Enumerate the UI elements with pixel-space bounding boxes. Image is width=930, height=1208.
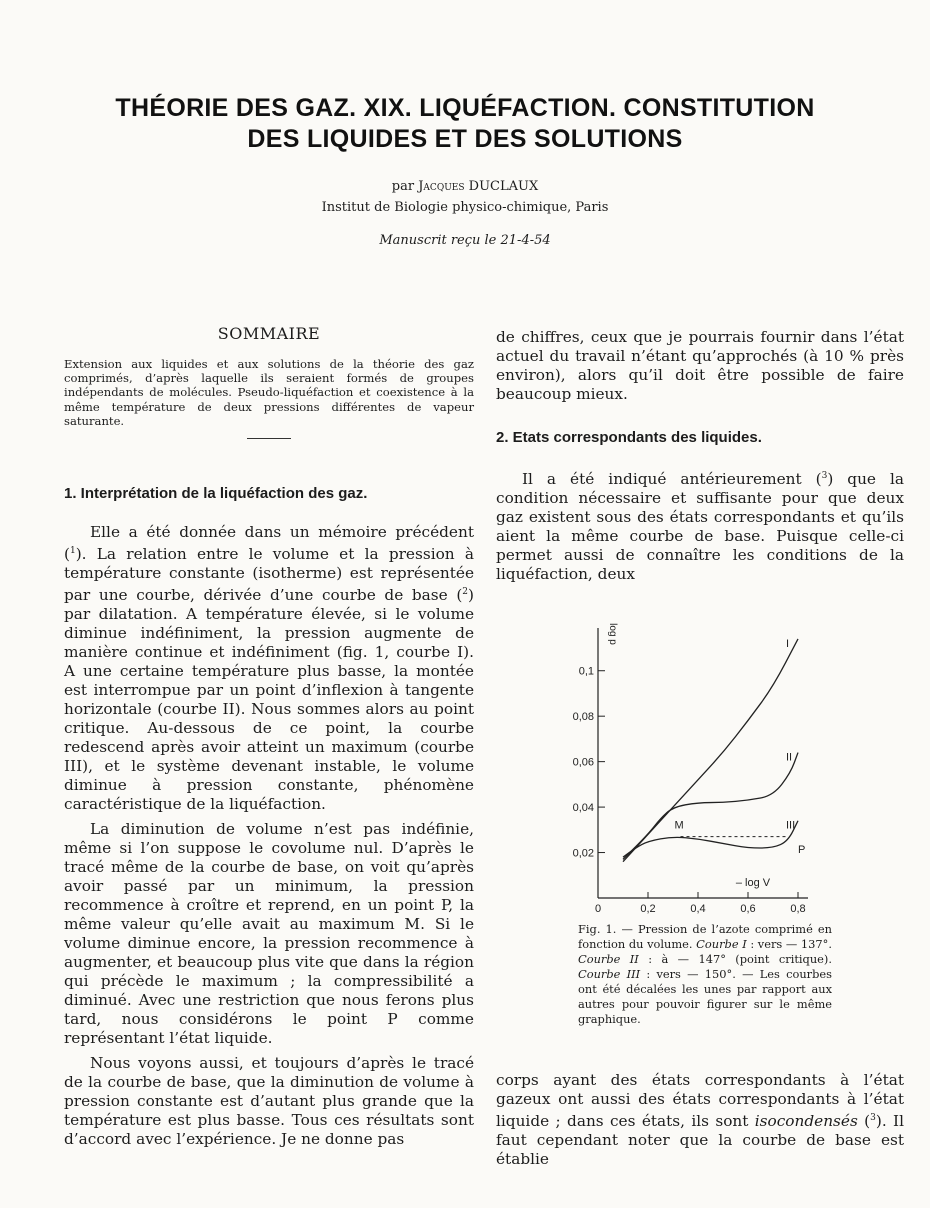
right-column-top bbox=[496, 328, 904, 584]
author-first-name: Jacques bbox=[418, 179, 465, 194]
y-tick-label: 0,02 bbox=[572, 847, 594, 860]
series-line-II bbox=[623, 753, 798, 860]
series-line-III bbox=[623, 821, 798, 857]
y-tick-label: 0,04 bbox=[572, 802, 594, 815]
author-prefix: par bbox=[391, 179, 415, 194]
annotation-P: P bbox=[798, 844, 806, 857]
sommaire-divider bbox=[247, 438, 291, 439]
chart-axes bbox=[598, 628, 808, 898]
author-last-name: DUCLAUX bbox=[468, 179, 539, 194]
chart-series bbox=[623, 639, 798, 862]
paragraph: La diminution de volume n’est pas indéfinie, même si l’on suppose le covolume nul. D’après le tracé même de la courbe de base, on voit qu’après avoir passé par un minimum, la pression recommence à croître et reprend, en un point P, la même valeur qu’elle avait au maximum M. Si le volume diminue encore, la pression recommence à augmenter, et beaucoup plus vite que dans la région qui précède le maximum ; la compressibilité a diminué. Avec une restriction que nous ferons plus tard, nous considérons le point P comme représentant l’état liquide. bbox=[64, 820, 474, 1048]
series-label-III: III bbox=[786, 819, 796, 832]
section1-heading: 1. Interprétation de la liquéfaction des gaz. bbox=[64, 485, 368, 503]
x-tick-label: 0,6 bbox=[740, 903, 756, 915]
x-tick-label: 0 bbox=[594, 903, 602, 915]
institute: Institut de Biologie physico-chimique, Paris bbox=[321, 200, 609, 215]
x-axis-label: – log V bbox=[735, 877, 771, 889]
title-line-2: DES LIQUIDES ET DES SOLUTIONS bbox=[247, 125, 683, 153]
series-line-I bbox=[623, 639, 798, 862]
paragraph: Il a été indiqué antérieurement ($^3$) que la condition nécessaire et suffisante pour que deux gaz existent sous des états correspondants et qu’ils aient la même courbe de base. Puisque celle-ci permet aussi de connaître les conditions de la liquéfaction, deux bbox=[496, 470, 904, 584]
paragraph: corps ayant des états correspondants à l’état gazeux ont aussi des états correspondants à l’état liquide ; dans ces états, ils sont isocondensés ($^3$). Il faut cependant noter que la courbe de base est établie bbox=[496, 1071, 904, 1169]
received-date: Manuscrit reçu le 21-4-54 bbox=[379, 233, 551, 248]
figure-1-chart bbox=[560, 600, 830, 920]
annotation-M: M bbox=[674, 819, 684, 832]
sommaire-heading: SOMMAIRE bbox=[217, 324, 321, 343]
chart-labels bbox=[573, 623, 806, 915]
y-tick-label: 0,1 bbox=[578, 665, 594, 678]
paragraph: Elle a été donnée dans un mémoire précédent ($^1$). La relation entre le volume et la pression à température constante (isotherme) est représentée par une courbe, dérivée d’une courbe de base ($^2$) par dilatation. A température élevée, si le volume diminue indéfiniment, la pression augmente de manière continue et indéfiniment (fig. 1, courbe I). A une certaine température plus basse, la montée est interrompue par un point d’inflexion à tangente horizontale (courbe II). Nous sommes alors au point critique. Au-dessous de ce point, la courbe redescend après avoir atteint un maximum (courbe III), et le système devenant instable, le volume diminue à pression constante, phénomène caractéristique de la liquéfaction. bbox=[64, 523, 474, 814]
sommaire-text: Extension aux liquides et aux solutions de la théorie des gaz comprimés, d’après laquelle ils seraient formés de groupes indépendants de molécules. Pseudo-liquéfaction et coexistence à la même température de deux pressions différentes de vapeur saturante. bbox=[64, 357, 474, 428]
x-tick-label: 0,8 bbox=[790, 903, 806, 915]
x-tick-label: 0,4 bbox=[690, 903, 706, 915]
right-column-bottom bbox=[496, 1071, 904, 1169]
x-tick-label: 0,2 bbox=[640, 903, 656, 915]
series-label-II: II bbox=[786, 751, 793, 764]
paragraph: Nous voyons aussi, et toujours d’après le tracé de la courbe de base, que la diminution de volume à pression constante est d’autant plus grande que la température est plus basse. Tous ces résultats sont d’accord avec l’expérience. Je ne donne pas bbox=[64, 1054, 474, 1149]
y-tick-label: 0,08 bbox=[572, 711, 594, 724]
author-line bbox=[0, 179, 930, 194]
section2-heading: 2. Etats correspondants des liquides. bbox=[496, 429, 762, 446]
title-line-1: THÉORIE DES GAZ. XIX. LIQUÉFACTION. CONSTITUTION bbox=[115, 94, 815, 122]
series-label-I: I bbox=[786, 637, 790, 650]
figure-caption: Fig. 1. — Pression de l’azote comprimé en fonction du volume. Courbe I : vers — 137°. Courbe II : à — 147° (point critique). Courbe III : vers — 150°. — Les courbes ont été décalées les unes par rapport aux autres pour pouvoir figurer sur le même graphique. bbox=[578, 922, 832, 1026]
y-axis-label: log p bbox=[607, 623, 618, 645]
y-tick-label: 0,06 bbox=[572, 756, 594, 769]
section1-body bbox=[64, 523, 474, 1149]
paragraph: de chiffres, ceux que je pourrais fournir dans l’état actuel du travail n’étant qu’approchés (à 10 % près environ), alors qu’il doit être possible de faire beaucoup mieux. bbox=[496, 328, 904, 403]
left-column bbox=[64, 324, 474, 1149]
